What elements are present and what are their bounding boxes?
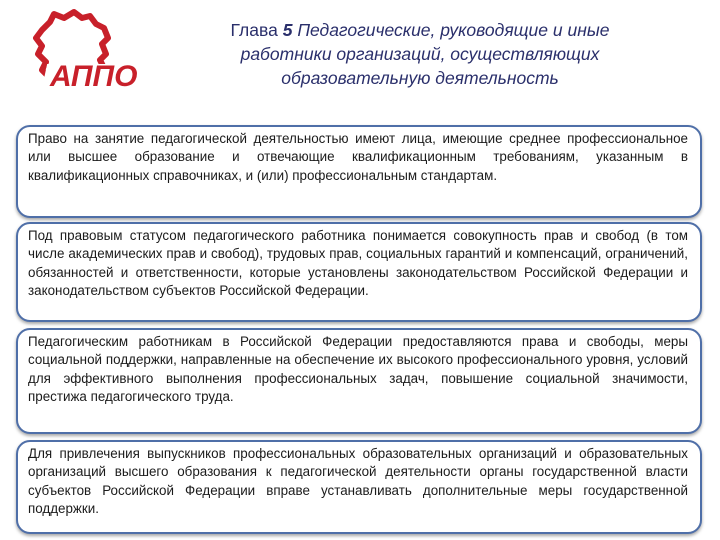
page-title (160, 18, 680, 90)
map-logo-icon (30, 8, 140, 98)
title-line-2: работники организаций, осуществляющих (240, 44, 600, 64)
svg-text:АППО: АППО (50, 60, 138, 93)
title-line-3: образовательную деятельность (281, 68, 559, 88)
text-block-right-to-teach: Право на занятие педагогической деятельностью имеют лица, имеющие среднее профессиональное или высшее образование и отвечающие квалификационным требованиям, указанным в квалификационных справочниках, и (или) профессиональным стандартам. (16, 125, 702, 218)
appo-logo (30, 8, 140, 98)
text-block-legal-status: Под правовым статусом педагогического работника понимается совокупность прав и свобод (в том числе академических прав и свобод), трудовых прав, социальных гарантий и компенсаций, ограничений, обязанностей и ответственности, которые установлены законодательством Российской Федерации и законодательством субъектов Российской Федерации. (16, 222, 702, 322)
title-line-1: Педагогические, руководящие и иные (297, 20, 610, 40)
chapter-number: 5 (282, 20, 293, 40)
text-block-graduate-support: Для привлечения выпускников профессиональных образовательных организаций и образовательных организаций высшего образования к педагогической деятельности органы государственной власти субъектов Российской Федерации вправе устанавливать дополнительные меры государственной поддержки. (16, 440, 702, 534)
chapter-label: Глава (230, 20, 278, 40)
text-block-rights-and-freedoms: Педагогическим работникам в Российской Федерации предоставляются права и свободы, меры социальной поддержки, направленные на обеспечение их высокого профессионального уровня, условий для эффективного выполнения профессиональных задач, повышение социальной значимости, престижа педагогического труда. (16, 328, 702, 434)
